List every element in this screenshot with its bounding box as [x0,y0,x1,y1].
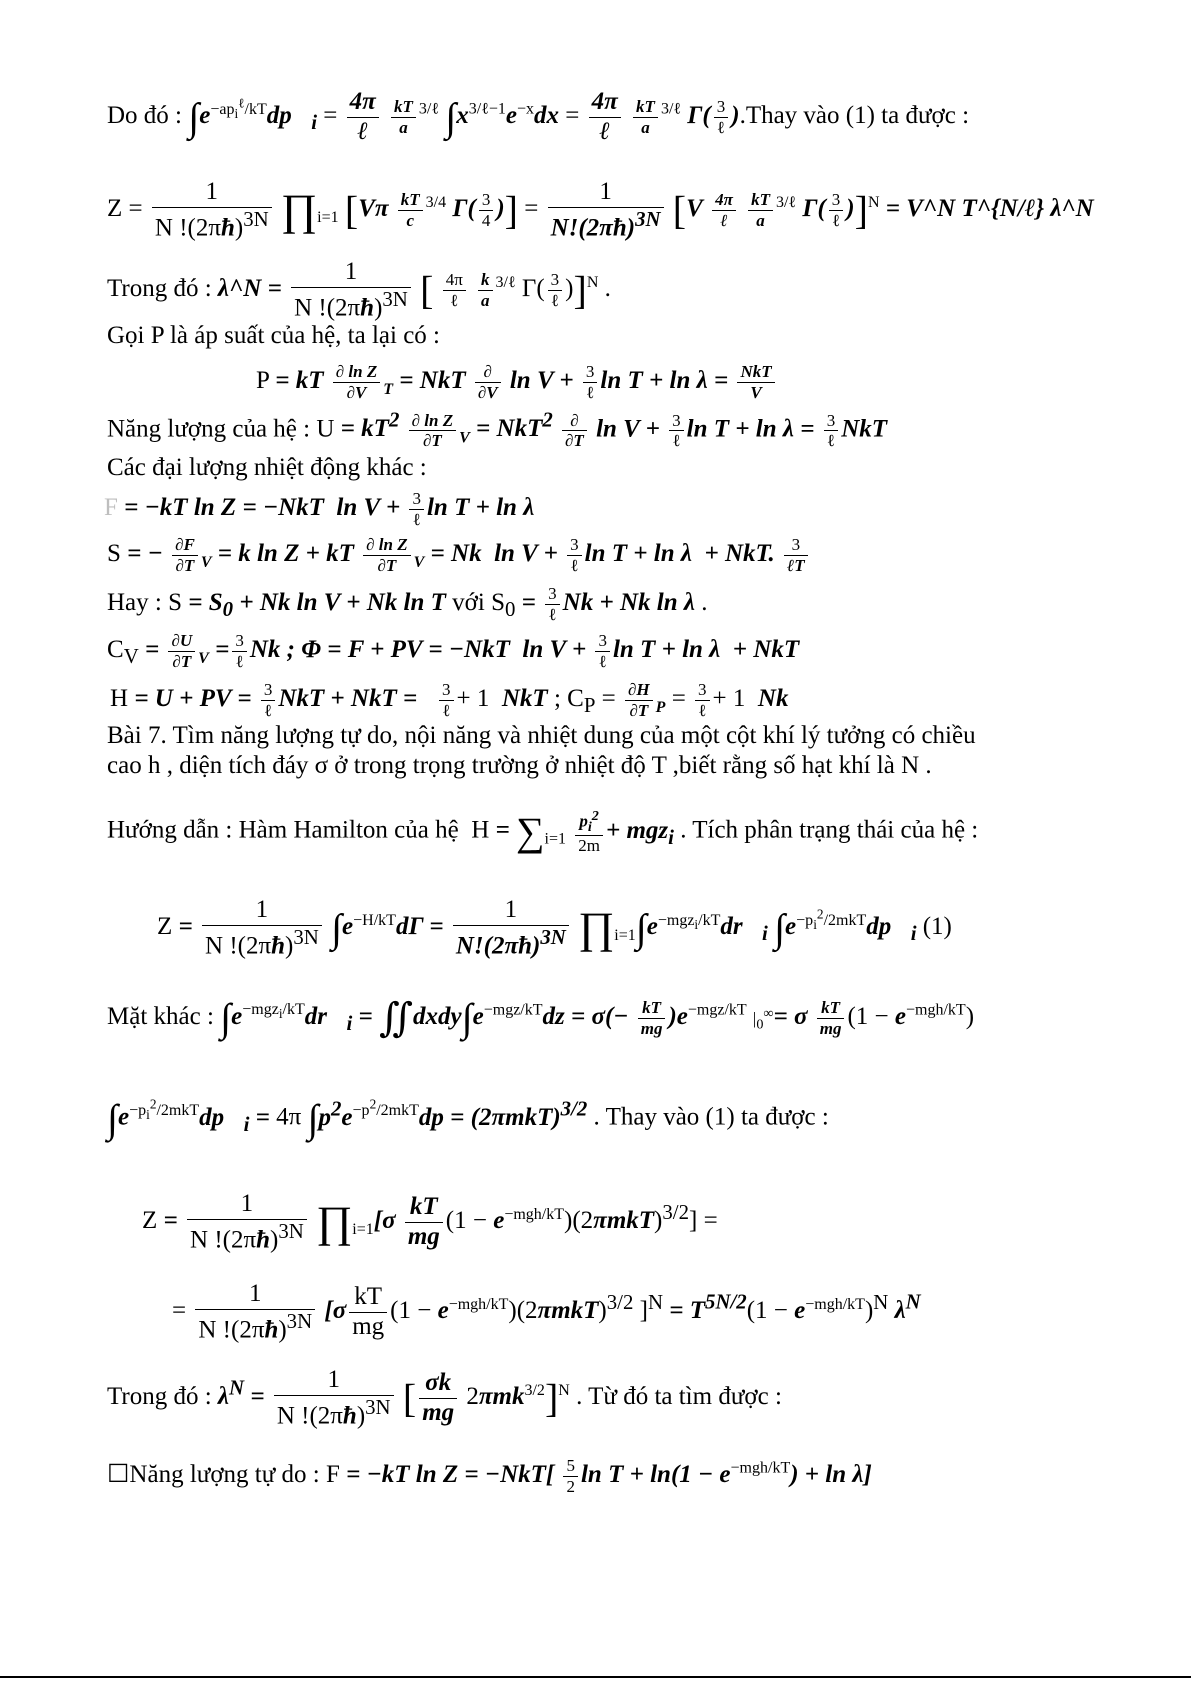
eq-lambda-def: Trong đó : λ^N = $\frac{1}{N !(2\pi ħ)^{3N}}$ [ $\frac{4\pi}{\text{ℓ}}$ $\frac{k}{a}$ $^{3/\ell}$ Γ( $\frac{3}{\text{ℓ}}$ )]$^N$ . [107,258,611,322]
text-cac-dai-luong: Các đại lượng nhiệt động khác : [107,454,427,481]
eq-number-1: (1) [922,913,952,941]
eq-free-energy-final: ☐Năng lượng tự do : F = −kT ln Z = −NkT[ $\frac{5}{2}$ $\ln T + \ln(1 - e^{-mgh/kT}) + \ln \lambda$] [107,1456,872,1496]
eq-z-product: Z = $\frac{1}{N !(2\pi ħ)^{3N}}$ $\prod_{i=1}[\sigma$ $\frac{kT}{mg}$ $(1 - e^{-mgh/kT})(2\pi mkT)^{3/2}$] = [142,1190,718,1254]
symbol-z: Z [107,195,123,223]
text-trong-do: Trong đó : [107,275,212,303]
problem-title: Bài 7. [107,722,167,749]
text-do-do: Do đó : [107,101,182,129]
text-trong-do-2: Trong đó : [107,1383,212,1411]
problem-text-1: Tìm năng lượng tự do, nội năng và nhiệt dung của một cột khí lý tưởng có chiều [172,722,976,749]
eq-entropy-s0: Hay : $S = S_0 + Nk$ ln V + Nk ln T với $S_0$ = $\frac{3}{\text{ℓ}}$ Nk + Nk ln λ . [107,584,708,624]
text-nang-luong: Năng lượng của hệ : [107,415,311,443]
text-mat-khac: Mặt khác : [107,1002,214,1030]
text-goi-p: Gọi P là áp suất của hệ, ta lại có : [107,322,440,349]
text-tu-do: . Từ đó ta tìm được : [576,1383,782,1411]
problem-text-2: cao h , diện tích đáy σ ở trong trọng trường ở nhiệt độ T ,biết rằng số hạt khí là N . [107,752,932,779]
symbol-p: P [256,366,269,394]
page-bottom-rule [0,1676,1191,1678]
eq-entropy: S = − $\frac{\partial F}{\partial T}$ $_V$ = k ln Z + kT $\frac{\text{∂ ln Z}}{\partial T}$ $_V$ = Nk ln V + $\frac{3}{\text{ℓ}}$ ln T + ln λ + NkT. $\frac{3}{\text{ℓT}}$ [107,535,811,575]
eq-z-result-2: = $\frac{1}{N !(2\pi ħ)^{3N}}$ [σ $\frac{kT}{mg}$ $(1 - e^{-mgh/kT})(2\pi mkT)^{3/2}$ ]$^N = T^{5N/2}(1 - e^{-mgh/kT})^N$ $\lambda^N$ [172,1280,921,1344]
text-thay-vao: .Thay vào (1) ta được : [739,101,970,129]
eq-enthalpy: H = U + PV = $\frac{3}{\text{ℓ}}$ NkT + NkT = $\frac{3}{\text{ℓ}}$ + 1 NkT ; $C_P$ = $\frac{\partial H}{\partial T}$ $_P$ = $\frac{3}{\text{ℓ}}$ + 1 Nk [110,680,789,720]
eq-energy-u: Năng lượng của hệ : $U = kT^2$ $\frac{\text{∂ ln Z}}{\partial T}$ $_V$ = NkT$^2$ $\frac{\partial}{\partial T}$ ln V + $\frac{3}{\text{ℓ}}$ ln T + ln λ = $\frac{3}{\text{ℓ}}$ NkT [107,408,888,451]
eq-pressure: P = kT $\frac{\text{∂ ln Z}}{\partial V}$ $_T$ = NkT $\frac{\partial}{\partial V}$ ln V + $\frac{3}{\text{ℓ}}$ ln T + ln λ = $\frac{\text{NkT}}{V}$ [256,362,778,402]
bullet-icon: ☐ [107,1460,130,1488]
text-huong-dan: Hướng dẫn : Hàm Hamilton của hệ [107,816,459,844]
problem-line-1 [107,723,976,748]
text-voi: với [452,588,485,616]
eq-hamiltonian: Hướng dẫn : Hàm Hamilton của hệ $H = \sum_{i=1}$ $\frac{p_i^2}{2m}$ + mgz$_i$ . Tích phân trạng thái của hệ : [107,808,979,856]
eq-free-energy: F = −kT ln Z = −NkT ln V + $\frac{3}{\text{ℓ}}$ ln T + ln λ [104,489,535,529]
text-thay-vao-2: . Thay vào (1) ta được : [593,1103,829,1131]
eq-cv-phi: $C_V$ = $\frac{\partial U}{\partial T}$ $_V$ = $\frac{3}{\text{ℓ}}$ Nk ; Φ = F + PV = −NkT ln V + $\frac{3}{\text{ℓ}}$ ln T + ln λ + NkT [107,631,800,671]
text-hay: Hay : [107,588,162,616]
text-nang-luong-tu-do: Năng lượng tự do : [129,1460,320,1488]
eq-partition-z: Z = $\frac{1}{N !(2\pi ħ)^{3N}}$ $\prod_{i=1}$ [Vπ $\frac{kT}{c}$ $^{3/4}$ Γ( $\frac{3}{4}$ )] = $\frac{1}{N!(2\pi ħ)^{3N}}$ [V $\frac{4\pi}{\text{ℓ}}$ $\frac{kT}{a}$ $^{3/\ell}$ Γ( $\frac{3}{\text{ℓ}}$ )]$^N$ = V^N T^{N/ℓ} λ^N [107,178,1094,242]
eq-lambda-def-2: Trong đó : $\lambda^N$ = $\frac{1}{N !(2\pi ħ)^{3N}}$ [ $\frac{\sigma k}{mg}$ 2πmk$^{3/2}$]$^N$ . Từ đó ta tìm được : [107,1366,782,1430]
eq-z-result: = V^N T^{N/ℓ} λ^N [885,195,1094,223]
symbol-lambda-n: λ^N = [217,275,282,303]
eq-integral-momentum: Do đó : $\int e^{-ap_i^\ell/kT}dp⃗_i$ = $\frac{4\pi}{\text{ℓ}}$ $\frac{kT}{a}$ $^{3/\ell}$ $\int x^{3/\ell-1}e^{-x}dx$ = $\frac{4\pi}{\text{ℓ}}$ $\frac{kT}{a}$ $^{3/\ell}$ Γ( $\frac{3}{\text{ℓ}}$ ).Thay vào (1) ta được : [107,88,970,145]
eq-spatial-integral: Mặt khác : $\int e^{-mgz_i/kT}dr⃗_i$ = $∬dxdy\int e^{-mgz/kT}dz = \sigma(-$ $\frac{kT}{mg}$ )$e^{-mgz/kT}$ $|_0^\infty= \sigma$ $\frac{kT}{mg}$ $(1 - e^{-mgh/kT})$ [107,995,975,1041]
text-tich-phan: . Tích phân trạng thái của hệ : [680,816,979,844]
eq-z-integral: Z = $\frac{1}{N !(2\pi ħ)^{3N}}$ $\int e^{-H/kT}d\Gamma$ = $\frac{1}{N!(2\pi ħ)^{3N}}$ $\prod_{i=1}\int e^{-mgz_i/kT}dr⃗_i$ $\int e^{-p_i^2/2mkT}dp⃗_i$ (1) [157,896,952,960]
eq-momentum-integral: $\int e^{-p_i^2/2mkT}dp⃗_i = 4\pi$ $\int p^2e^{-p^2/2mkT}dp = (2\pi mkT)^{3/2}$ . Thay vào (1) ta được : [107,1095,829,1141]
